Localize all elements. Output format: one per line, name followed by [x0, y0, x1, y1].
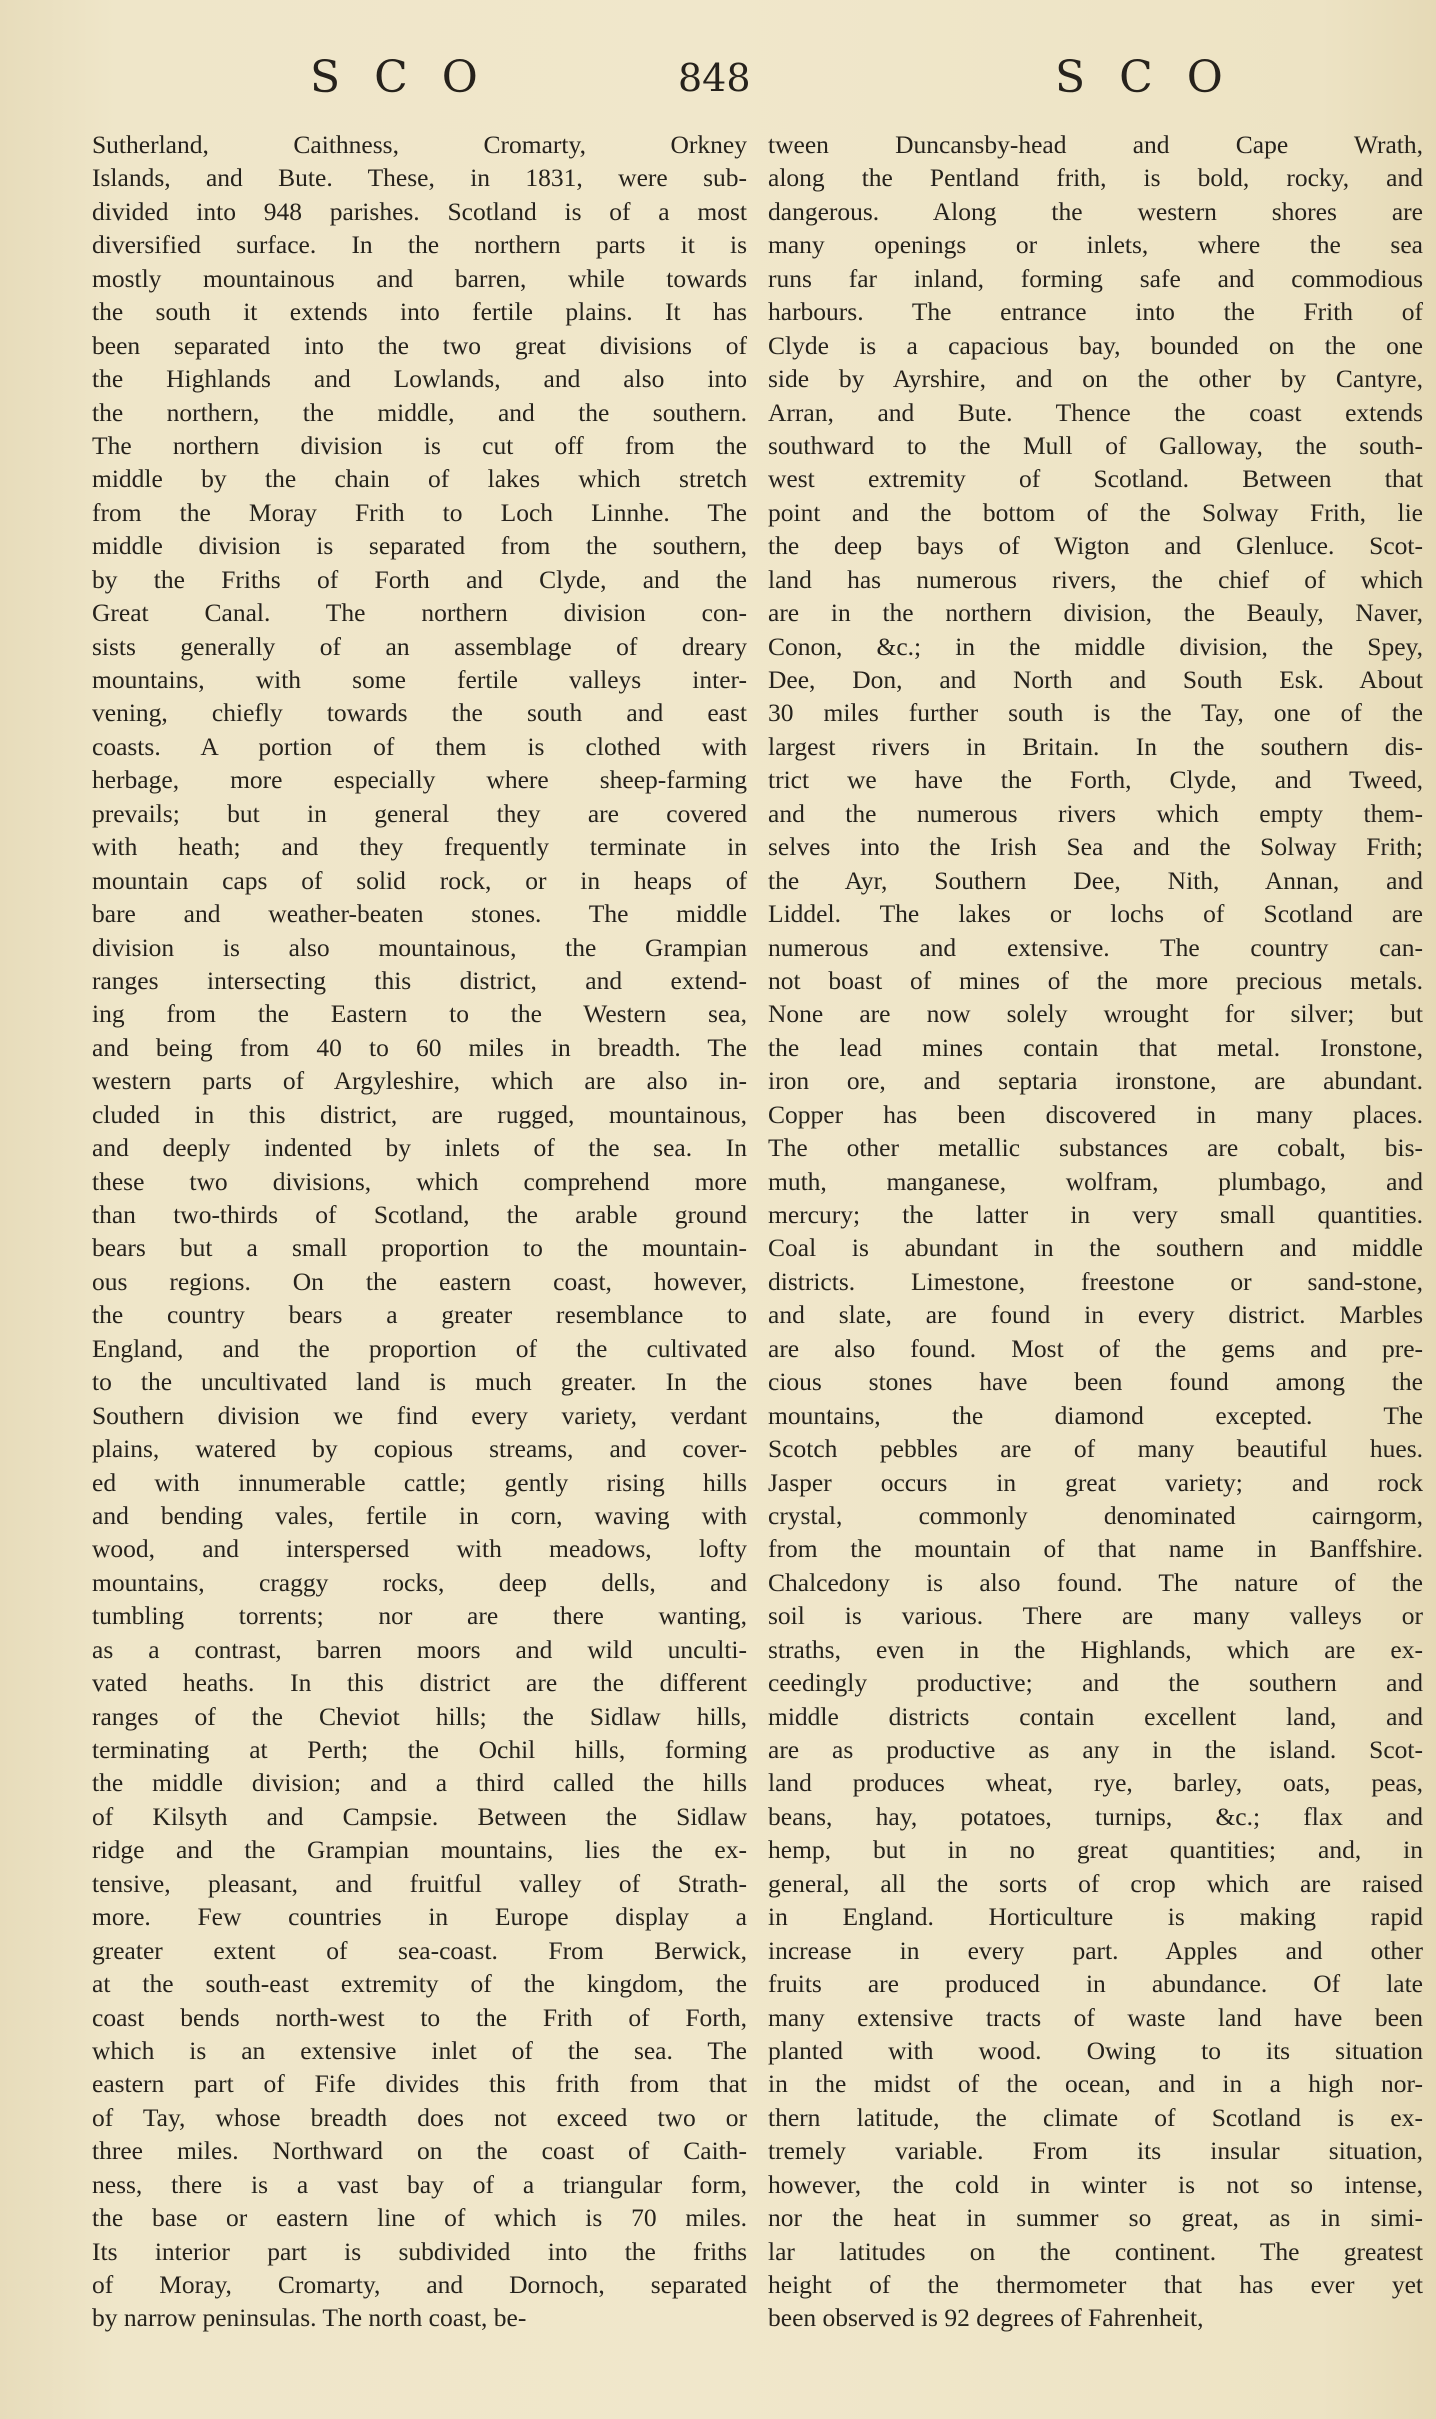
text-line: the south it extends into fertile plains. It has	[92, 297, 747, 327]
text-line: nor the heat in summer so great, as in simi-	[768, 2203, 1423, 2233]
text-line: division is also mountainous, the Grampian	[92, 932, 747, 962]
text-line: many openings or inlets, where the sea	[768, 230, 1423, 260]
text-line: been observed is 92 degrees of Fahrenheit,	[768, 2303, 1204, 2333]
text-line: mostly mountainous and barren, while towards	[92, 263, 747, 293]
text-line: soil is various. There are many valleys or	[768, 1601, 1423, 1631]
text-line: of Kilsyth and Campsie. Between the Sidlaw	[92, 1801, 747, 1831]
text-line: height of the thermometer that has ever yet	[768, 2270, 1423, 2299]
text-line: tween Duncansby-head and Cape Wrath,	[768, 130, 1423, 159]
text-line: mountain caps of solid rock, or in heaps of	[92, 865, 747, 895]
text-line: general, all the sorts of crop which are raised	[768, 1868, 1423, 1898]
text-line: harbours. The entrance into the Frith of	[768, 297, 1423, 327]
text-line: bears but a small proportion to the mountain-	[92, 1233, 747, 1263]
text-line: many extensive tracts of waste land have been	[768, 2002, 1423, 2032]
text-line: land produces wheat, rye, barley, oats, peas,	[768, 1768, 1423, 1798]
text-line: from the Moray Frith to Loch Linnhe. The	[92, 497, 747, 527]
text-line: None are now solely wrought for silver; but	[768, 999, 1423, 1029]
text-line: crystal, commonly denominated cairngorm,	[768, 1500, 1423, 1530]
text-line: of Moray, Cromarty, and Dornoch, separated	[92, 2270, 747, 2299]
text-line: increase in every part. Apples and other	[768, 1935, 1423, 1965]
text-line: the Ayr, Southern Dee, Nith, Annan, and	[768, 865, 1423, 895]
text-line: diversified surface. In the northern parts it is	[92, 230, 747, 260]
text-line: Scotch pebbles are of many beautiful hues.	[768, 1434, 1423, 1464]
text-line: vated heaths. In this district are the different	[92, 1668, 747, 1698]
text-line: which is an extensive inlet of the sea. The	[92, 2035, 747, 2065]
text-line: mountains, the diamond excepted. The	[768, 1400, 1423, 1430]
text-line: the country bears a greater resemblance to	[92, 1300, 747, 1330]
text-line: vening, chiefly towards the south and east	[92, 698, 747, 728]
text-line: beans, hay, potatoes, turnips, &c.; flax and	[768, 1801, 1423, 1831]
text-line: middle districts contain excellent land, and	[768, 1701, 1423, 1731]
text-line: ous regions. On the eastern coast, however,	[92, 1266, 747, 1296]
text-line: the lead mines contain that metal. Ironstone,	[768, 1032, 1423, 1062]
text-line: in the midst of the ocean, and in a high nor-	[768, 2069, 1423, 2099]
text-line: districts. Limestone, freestone or sand-stone,	[768, 1266, 1423, 1296]
text-line: prevails; but in general they are covered	[92, 798, 747, 828]
header-right-guideword: SCO	[1055, 52, 1257, 103]
text-line: mountains, craggy rocks, deep dells, and	[92, 1567, 747, 1597]
text-line: along the Pentland frith, is bold, rocky, and	[768, 163, 1423, 193]
text-line: Arran, and Bute. Thence the coast extends	[768, 397, 1423, 427]
text-line: sists generally of an assemblage of dreary	[92, 631, 747, 661]
text-line: tensive, pleasant, and fruitful valley of Strath-	[92, 1868, 747, 1898]
text-line: Its interior part is subdivided into the friths	[92, 2236, 747, 2266]
text-line: cluded in this district, are rugged, mountainous,	[92, 1099, 747, 1129]
text-line: plains, watered by copious streams, and cover-	[92, 1434, 747, 1464]
text-line: England, and the proportion of the cultivated	[92, 1333, 747, 1363]
text-line: bare and weather-beaten stones. The middle	[92, 899, 747, 929]
text-line: in England. Horticulture is making rapid	[768, 1902, 1423, 1932]
text-line: mountains, with some fertile valleys inter-	[92, 665, 747, 694]
text-line: selves into the Irish Sea and the Solway Frith;	[768, 832, 1423, 862]
left-text-column	[92, 128, 747, 2335]
text-line: point and the bottom of the Solway Frith, lie	[768, 497, 1423, 527]
text-line: coast bends north-west to the Frith of Forth,	[92, 2002, 747, 2032]
text-line: mercury; the latter in very small quantities.	[768, 1200, 1423, 1229]
text-line: The northern division is cut off from the	[92, 430, 747, 460]
text-line: are in the northern division, the Beauly, Naver,	[768, 598, 1423, 628]
text-line: herbage, more especially where sheep-farming	[92, 765, 747, 795]
text-line: Dee, Don, and North and South Esk. About	[768, 665, 1423, 694]
text-line: west extremity of Scotland. Between that	[768, 464, 1423, 494]
text-line: eastern part of Fife divides this frith from that	[92, 2069, 747, 2099]
text-line: the middle division; and a third called the hills	[92, 1768, 747, 1798]
text-line: from the mountain of that name in Banffshire.	[768, 1534, 1423, 1564]
text-line: planted with wood. Owing to its situation	[768, 2035, 1423, 2065]
text-line: straths, even in the Highlands, which are ex-	[768, 1634, 1423, 1664]
text-line: middle by the chain of lakes which stretch	[92, 464, 747, 494]
text-line: to the uncultivated land is much greater. In the	[92, 1367, 747, 1397]
text-line: been separated into the two great divisions of	[92, 330, 747, 360]
text-line: of Tay, whose breadth does not exceed two or	[92, 2102, 747, 2132]
text-line: wood, and interspersed with meadows, lofty	[92, 1534, 747, 1564]
text-line: side by Ayrshire, and on the other by Cantyre,	[768, 364, 1423, 394]
right-text-column	[768, 128, 1423, 2335]
text-line: and being from 40 to 60 miles in breadth. The	[92, 1032, 747, 1062]
page-number: 848	[678, 56, 751, 100]
text-line: ranges intersecting this district, and extend-	[92, 965, 747, 995]
text-line: terminating at Perth; the Ochil hills, forming	[92, 1735, 747, 1764]
text-line: at the south-east extremity of the kingdom, the	[92, 1969, 747, 1999]
text-line: muth, manganese, wolfram, plumbago, and	[768, 1166, 1423, 1196]
text-line: ceedingly productive; and the southern and	[768, 1668, 1423, 1698]
text-line: southward to the Mull of Galloway, the south-	[768, 430, 1423, 460]
text-line: are also found. Most of the gems and pre-	[768, 1333, 1423, 1363]
text-line: middle division is separated from the southern,	[92, 531, 747, 561]
text-line: and slate, are found in every district. Marbles	[768, 1300, 1423, 1330]
text-line: trict we have the Forth, Clyde, and Tweed,	[768, 765, 1423, 795]
text-line: land has numerous rivers, the chief of which	[768, 564, 1423, 594]
text-line: three miles. Northward on the coast of Caith-	[92, 2136, 747, 2166]
text-line: Conon, &c.; in the middle division, the Spey,	[768, 631, 1423, 661]
text-line: Copper has been discovered in many places.	[768, 1099, 1423, 1129]
text-line: and the numerous rivers which empty them-	[768, 798, 1423, 828]
text-line: The other metallic substances are cobalt, bis-	[768, 1133, 1423, 1163]
text-line: these two divisions, which comprehend more	[92, 1166, 747, 1196]
text-line: largest rivers in Britain. In the southern dis-	[768, 731, 1423, 761]
text-line: coasts. A portion of them is clothed with	[92, 731, 747, 761]
text-line: ing from the Eastern to the Western sea,	[92, 999, 747, 1029]
text-line: tremely variable. From its insular situation,	[768, 2136, 1423, 2166]
text-line: ness, there is a vast bay of a triangular form,	[92, 2169, 747, 2199]
text-line: by narrow peninsulas. The north coast, be-	[92, 2303, 527, 2333]
header-left-guideword: SCO	[310, 52, 512, 103]
text-line: than two-thirds of Scotland, the arable ground	[92, 1200, 747, 1229]
text-line: ranges of the Cheviot hills; the Sidlaw hills,	[92, 1701, 747, 1731]
text-line: Jasper occurs in great variety; and rock	[768, 1467, 1423, 1497]
text-line: ridge and the Grampian mountains, lies the ex-	[92, 1835, 747, 1865]
text-line: dangerous. Along the western shores are	[768, 196, 1423, 226]
text-line: tumbling torrents; nor are there wanting,	[92, 1601, 747, 1631]
text-line: and deeply indented by inlets of the sea. In	[92, 1133, 747, 1163]
text-line: thern latitude, the climate of Scotland is ex-	[768, 2102, 1423, 2132]
text-line: Clyde is a capacious bay, bounded on the one	[768, 330, 1423, 360]
text-line: Coal is abundant in the southern and middle	[768, 1233, 1423, 1263]
text-line: cious stones have been found among the	[768, 1367, 1423, 1397]
text-line: not boast of mines of the more precious metals.	[768, 965, 1423, 995]
text-line: divided into 948 parishes. Scotland is of a most	[92, 196, 747, 226]
text-line: ed with innumerable cattle; gently rising hills	[92, 1467, 747, 1497]
text-line: more. Few countries in Europe display a	[92, 1902, 747, 1932]
text-line: Sutherland, Caithness, Cromarty, Orkney	[92, 130, 747, 159]
text-line: and bending vales, fertile in corn, waving with	[92, 1500, 747, 1530]
text-line: 30 miles further south is the Tay, one of the	[768, 698, 1423, 728]
text-line: the base or eastern line of which is 70 miles.	[92, 2203, 747, 2233]
running-header	[0, 52, 1436, 112]
text-line: with heath; and they frequently terminate in	[92, 832, 747, 862]
text-line: Chalcedony is also found. The nature of the	[768, 1567, 1423, 1597]
text-line: as a contrast, barren moors and wild unculti-	[92, 1634, 747, 1664]
text-line: iron ore, and septaria ironstone, are abundant.	[768, 1066, 1423, 1096]
text-line: Southern division we find every variety, verdant	[92, 1400, 747, 1430]
text-line: fruits are produced in abundance. Of late	[768, 1969, 1423, 1999]
text-line: numerous and extensive. The country can-	[768, 932, 1423, 962]
text-line: the deep bays of Wigton and Glenluce. Scot-	[768, 531, 1423, 561]
text-line: the Highlands and Lowlands, and also into	[92, 364, 747, 394]
text-line: however, the cold in winter is not so intense,	[768, 2169, 1423, 2199]
text-line: hemp, but in no great quantities; and, in	[768, 1835, 1423, 1865]
text-line: the northern, the middle, and the southern.	[92, 397, 747, 427]
text-line: are as productive as any in the island. Scot-	[768, 1735, 1423, 1764]
text-line: lar latitudes on the continent. The greatest	[768, 2236, 1423, 2266]
text-line: Liddel. The lakes or lochs of Scotland are	[768, 899, 1423, 929]
text-line: western parts of Argyleshire, which are also in-	[92, 1066, 747, 1096]
text-line: Great Canal. The northern division con-	[92, 598, 747, 628]
text-line: by the Friths of Forth and Clyde, and the	[92, 564, 747, 594]
text-line: greater extent of sea-coast. From Berwick,	[92, 1935, 747, 1965]
text-line: runs far inland, forming safe and commodious	[768, 263, 1423, 293]
text-line: Islands, and Bute. These, in 1831, were sub-	[92, 163, 747, 193]
